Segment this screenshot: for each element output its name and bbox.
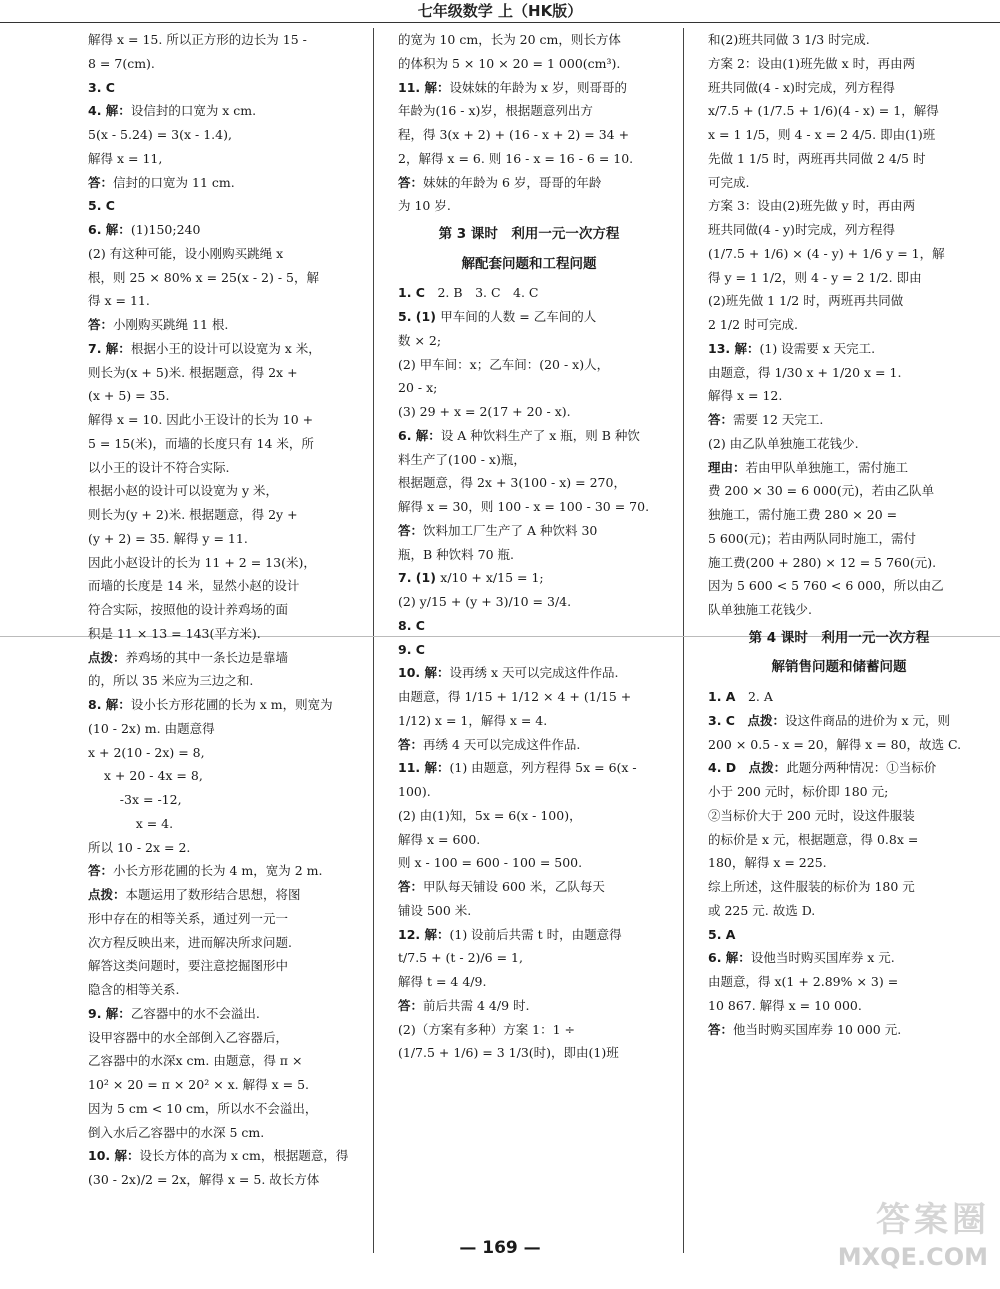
text-line: 的体积为 5 × 10 × 20 = 1 000(cm³).	[398, 55, 621, 71]
text-line: 答：甲队每天铺设 600 米，乙队每天	[398, 879, 605, 895]
text-line: 解得 x = 10. 因此小王设计的长为 10 +	[88, 412, 314, 427]
text-line: 10. 解：设长方体的高为 x cm，根据题意，得	[88, 1148, 349, 1164]
answer-column-right	[708, 28, 970, 1243]
text-line: 由题意，得 1/15 + 1/12 × 4 + (1/15 +	[398, 689, 632, 705]
header-title: 七年级数学 上（HK版）	[417, 2, 583, 20]
text-line: 解得 t = 4 4/9.	[398, 974, 487, 990]
text-line: 队单独施工花钱少.	[708, 602, 812, 617]
answer-column-left	[88, 28, 350, 1243]
text-line: 7. (1) x/10 + x/15 = 1;	[398, 570, 544, 586]
column-divider	[373, 28, 374, 1253]
text-line: 10² × 20 = π × 20² × x. 解得 x = 5.	[88, 1077, 310, 1092]
text-line: x = 1 1/5，则 4 - x = 2 4/5. 即由(1)班	[708, 127, 936, 142]
text-line: 解得 x = 11,	[88, 150, 163, 166]
text-line: 综上所述，这件服装的标价为 180 元	[708, 879, 915, 895]
text-line: 答：小长方形花圃的长为 4 m，宽为 2 m.	[88, 863, 323, 879]
text-line: 数 × 2;	[398, 332, 442, 348]
text-line: 4. D 点拨：此题分两种情况：①当标价	[708, 760, 937, 776]
text-line: (2) 甲车间：x；乙车间：(20 - x)人，	[398, 356, 610, 372]
text-line: 解得 x = 600.	[398, 831, 481, 847]
text-line: (2) 有这种可能，设小刚购买跳绳 x	[88, 245, 284, 261]
text-line: 的标价是 x 元，根据题意，得 0.8x =	[708, 831, 919, 847]
text-line: 答：小刚购买跳绳 11 根.	[88, 317, 229, 332]
text-line: 9. C	[398, 641, 425, 657]
text-line: 5. A	[708, 926, 736, 942]
text-line: x + 20 - 4x = 8,	[88, 768, 203, 784]
text-line: 班共同做(4 - y)时完成，列方程得	[708, 222, 895, 237]
text-line: 料生产了(100 - x)瓶，	[398, 451, 526, 467]
text-line: x + 2(10 - 2x) = 8,	[88, 744, 205, 760]
text-line: 答：他当时购买国库券 10 000 元.	[708, 1021, 902, 1037]
text-line: 隐含的相等关系.	[88, 982, 180, 997]
text-line: (y + 2) = 35. 解得 y = 11.	[88, 530, 248, 546]
text-line: 因此小赵设计的长为 11 + 2 = 13(米)，	[88, 554, 316, 570]
page-header	[0, 0, 1000, 23]
text-line: 5. C	[88, 198, 115, 214]
text-line: 点拨：养鸡场的其中一条长边是靠墙	[88, 649, 289, 665]
text-line: (10 - 2x) m. 由题意得	[88, 720, 215, 736]
text-line: 为 10 岁.	[398, 198, 451, 214]
text-line: 则长为(y + 2)米. 根据题意，得 2y +	[88, 507, 298, 522]
text-line: 班共同做(4 - x)时完成，列方程得	[708, 79, 895, 95]
text-line: 得 x = 11.	[88, 293, 150, 309]
text-line: (2) y/15 + (y + 3)/10 = 3/4.	[398, 594, 572, 610]
text-line: 形中存在的相等关系，通过列一元一	[88, 910, 289, 926]
section-heading: 第 3 课时 利用一元一次方程	[438, 226, 620, 242]
column-divider	[683, 28, 684, 1253]
text-line: 费 200 × 30 = 6 000(元)，若由乙队单	[708, 483, 935, 499]
text-line: (2) 由(1)知，5x = 6(x - 100)，	[398, 807, 582, 823]
text-line: 可完成.	[708, 174, 750, 190]
text-line: 10 867. 解得 x = 10 000.	[708, 997, 862, 1013]
text-line: 根据题意，得 2x + 3(100 - x) = 270，	[398, 475, 626, 491]
text-line: 2，解得 x = 6. 则 16 - x = 16 - 6 = 10.	[398, 150, 634, 166]
text-line: 4. 解：设信封的口宽为 x cm.	[88, 103, 257, 119]
text-line: 根，则 25 × 80% x = 25(x - 2) - 5，解	[88, 269, 319, 285]
text-line: 符合实际，按照他的设计养鸡场的面	[88, 602, 289, 617]
text-line: 由题意，得 x(1 + 2.89% × 3) =	[708, 974, 899, 990]
text-line: 解答这类问题时，要注意挖掘图形中	[88, 958, 289, 974]
text-line: 180，解得 x = 225.	[708, 855, 827, 871]
text-line: 解得 x = 15. 所以正方形的边长为 15 -	[88, 32, 307, 47]
text-line: 小于 200 元时，标价即 180 元;	[708, 784, 889, 800]
text-line: ②当标价大于 200 元时，设这件服装	[708, 807, 915, 823]
text-line: x = 4.	[88, 815, 174, 831]
text-line: 或 225 元. 故选 D.	[708, 902, 816, 918]
text-line: (2) 由乙队单独施工花钱少.	[708, 435, 859, 451]
text-line: 1. C 2. B 3. C 4. C	[398, 285, 539, 301]
text-line: 瓶，B 种饮料 70 瓶.	[398, 546, 514, 562]
text-line: 根据小赵的设计可以设宽为 y 米，	[88, 483, 279, 499]
text-line: 答：信封的口宽为 11 cm.	[88, 174, 235, 190]
text-line: 答：前后共需 4 4/9 时.	[398, 997, 530, 1013]
text-line: 则 x - 100 = 600 - 100 = 500.	[398, 855, 583, 871]
text-line: t/7.5 + (t - 2)/6 = 1,	[398, 950, 523, 966]
watermark-url: MXQE.COM	[837, 1243, 988, 1272]
text-line: (1/7.5 + 1/6) = 3 1/3(时)，即由(1)班	[398, 1045, 619, 1061]
text-line: 程，得 3(x + 2) + (16 - x + 2) = 34 +	[398, 127, 630, 142]
section-heading: 解配套问题和工程问题	[461, 255, 597, 272]
watermark-logo: 答案圈	[876, 1200, 990, 1241]
text-line: 7. 解：根据小王的设计可以设宽为 x 米，	[88, 340, 321, 356]
section-heading: 第 4 课时 利用一元一次方程	[748, 629, 930, 646]
text-line: 方案 2：设由(1)班先做 x 时，再由两	[708, 55, 916, 71]
text-line: 先做 1 1/5 时，两班再共同做 2 4/5 时	[708, 150, 926, 166]
text-line: 设甲容器中的水全部倒入乙容器后，	[88, 1029, 289, 1045]
text-line: 11. 解：(1) 由题意，列方程得 5x = 6(x -	[398, 760, 637, 776]
text-line: x/7.5 + (1/7.5 + 1/6)(4 - x) = 1，解得	[708, 103, 939, 119]
text-line: 答：再绣 4 天可以完成这件作品.	[398, 736, 581, 752]
text-line: (30 - 2x)/2 = 2x，解得 x = 5. 故长方体	[88, 1172, 320, 1187]
text-line: 2 1/2 时可完成.	[708, 317, 798, 332]
text-line: 年龄为(16 - x)岁，根据题意列出方	[398, 103, 593, 119]
text-line: 方案 3：设由(2)班先做 y 时，再由两	[708, 198, 916, 214]
text-line: (2)班先做 1 1/2 时，两班再共同做	[708, 293, 904, 309]
text-line: 9. 解：乙容器中的水不会溢出.	[88, 1005, 260, 1021]
text-line: 3. C 点拨：设这件商品的进价为 x 元，则	[708, 712, 950, 728]
text-line: 5. (1) 甲车间的人数 = 乙车间的人	[398, 309, 597, 325]
text-line: 3. C	[88, 79, 115, 95]
text-line: 而墙的长度是 14 米，显然小赵的设计	[88, 578, 300, 594]
text-line: 1/12) x = 1，解得 x = 4.	[398, 712, 548, 728]
text-line: 11. 解：设妹妹的年龄为 x 岁，则哥哥的	[398, 79, 627, 95]
page-number: — 169 —	[459, 1238, 541, 1258]
text-line: -3x = -12,	[88, 792, 182, 807]
text-line: 8. C	[398, 617, 425, 633]
text-line: 的宽为 10 cm，长为 20 cm，则长方体	[398, 32, 621, 47]
text-line: 5 = 15(米)，而墙的长度只有 14 米，所	[88, 435, 314, 451]
text-line: 则长为(x + 5)米. 根据题意，得 2x +	[88, 364, 298, 380]
text-line: 12. 解：(1) 设前后共需 t 时，由题意得	[398, 926, 622, 942]
text-line: (1/7.5 + 1/6) × (4 - y) + 1/6 y = 1，解	[708, 245, 945, 261]
text-line: 10. 解：设再绣 x 天可以完成这件作品.	[398, 665, 619, 681]
text-line: (2)（方案有多种）方案 1：1 ÷	[398, 1021, 576, 1037]
text-line: (3) 29 + x = 2(17 + 20 - x).	[398, 404, 571, 420]
text-line: 6. 解：设 A 种饮料生产了 x 瓶，则 B 种饮	[398, 427, 640, 443]
text-line: 的，所以 35 米应为三边之和.	[88, 673, 254, 689]
text-line: 答：需要 12 天完工.	[708, 412, 824, 427]
text-line: 20 - x;	[398, 380, 438, 396]
text-line: 答：饮料加工厂生产了 A 种饮料 30	[398, 522, 598, 538]
text-line: 独施工，需付施工费 280 × 20 =	[708, 507, 898, 522]
text-line: 5 600(元)；若由两队同时施工，需付	[708, 530, 917, 546]
text-line: 解得 x = 30，则 100 - x = 100 - 30 = 70.	[398, 499, 650, 515]
text-line: 6. 解：设他当时购买国库券 x 元.	[708, 950, 895, 966]
answer-column-middle	[398, 28, 660, 1243]
text-line: 积是 11 × 13 = 143(平方米).	[88, 625, 261, 641]
text-line: 答：妹妹的年龄为 6 岁，哥哥的年龄	[398, 174, 602, 190]
text-line: 100).	[398, 784, 431, 800]
text-line: 5(x - 5.24) = 3(x - 1.4),	[88, 127, 232, 142]
text-line: 次方程反映出来，进而解决所求问题.	[88, 934, 292, 950]
text-line: (x + 5) = 35.	[88, 388, 170, 404]
text-line: 乙容器中的水深x cm. 由题意，得 π ×	[88, 1053, 303, 1069]
text-line: 解得 x = 12.	[708, 388, 783, 404]
text-line: 和(2)班共同做 3 1/3 时完成.	[708, 32, 870, 47]
text-line: 理由：若由甲队单独施工，需付施工	[708, 459, 909, 475]
text-line: 8 = 7(cm).	[88, 55, 155, 71]
text-line: 以小王的设计不符合实际.	[88, 459, 230, 475]
text-line: 施工费(200 + 280) × 12 = 5 760(元).	[708, 554, 937, 570]
text-line: 点拨：本题运用了数形结合思想，将图	[88, 887, 301, 902]
text-line: 铺设 500 米.	[398, 902, 472, 918]
section-heading: 解销售问题和储蓄问题	[771, 659, 907, 676]
text-line: 得 y = 1 1/2，则 4 - y = 2 1/2. 即由	[708, 269, 922, 285]
text-line: 所以 10 - 2x = 2.	[88, 839, 191, 855]
text-line: 13. 解：(1) 设需要 x 天完工.	[708, 340, 876, 356]
text-line: 因为 5 cm < 10 cm，所以水不会溢出，	[88, 1100, 318, 1116]
text-line: 由题意，得 1/30 x + 1/20 x = 1.	[708, 364, 902, 380]
text-line: 8. 解：设小长方形花圃的长为 x m，则宽为	[88, 697, 333, 712]
text-line: 1. A 2. A	[708, 689, 773, 705]
text-line: 200 × 0.5 - x = 20，解得 x = 80，故选 C.	[708, 736, 962, 752]
text-line: 因为 5 600 < 5 760 < 6 000，所以由乙	[708, 578, 944, 594]
text-line: 倒入水后乙容器中的水深 5 cm.	[88, 1124, 265, 1140]
text-line: 6. 解：(1)150;240	[88, 222, 201, 237]
